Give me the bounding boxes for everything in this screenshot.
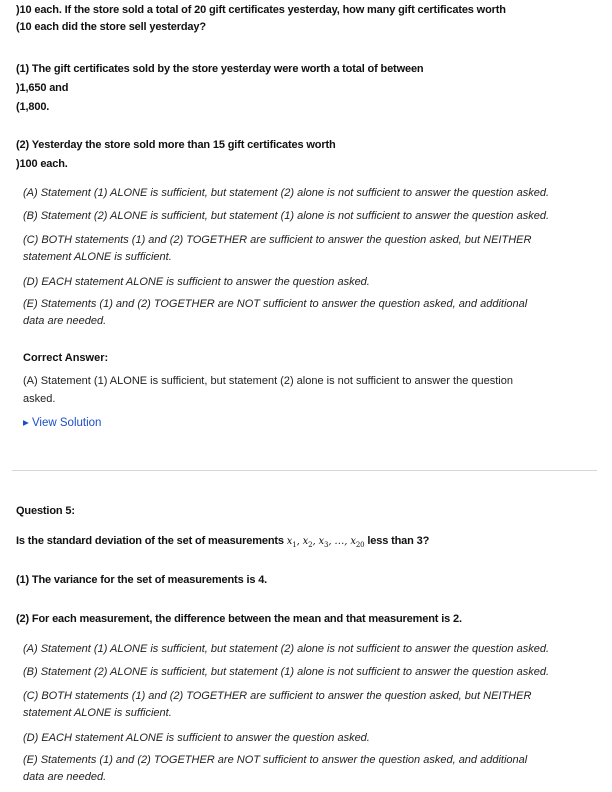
q4-option-d[interactable]: (D) EACH statement ALONE is sufficient to answer the question asked. (23, 276, 370, 288)
q5-stem (0, 533, 576, 551)
math-sub: 2 (308, 541, 313, 549)
correct-answer-line: (A) Statement (1) ALONE is sufficient, but statement (2) alone is not sufficient to answer the question (23, 375, 513, 387)
q4-option-e-line: data are needed. (23, 315, 107, 328)
q5-option-b[interactable]: (B) Statement (2) ALONE is sufficient, but statement (1) alone is not sufficient to answer the question asked. (23, 666, 550, 678)
q5-statement-1-text: (1) The variance for the set of measurements is 4. (16, 574, 268, 586)
q4-stem (0, 2, 576, 35)
q4-option-c-line: statement ALONE is sufficient. (23, 251, 172, 264)
q5-stem-suffix: less than 3? (364, 535, 430, 547)
math-var: x (318, 536, 325, 547)
math-comma: , (328, 536, 335, 547)
q4-stem-line: )10 each. If the store sold a total of 20 gift certificates yesterday, how many gift certificates worth (16, 4, 506, 16)
math-var: x (302, 536, 309, 547)
q4-option-e[interactable] (23, 296, 603, 330)
q5-heading (0, 503, 576, 520)
q5-statement-2 (0, 611, 576, 628)
q5-statement-1 (0, 572, 576, 589)
q4-statement-2-line: (2) Yesterday the store sold more than 15 gift certificates worth (16, 139, 336, 151)
section-divider (12, 470, 597, 471)
view-solution-link[interactable]: ▸ View Solution (23, 417, 102, 429)
q5-option-c-line: (C) BOTH statements (1) and (2) TOGETHER are sufficient to answer the question asked, but NEITHER (23, 690, 532, 702)
q4-stem-line: (10 each did the store sell yesterday? (16, 20, 206, 33)
math-comma: , (312, 536, 319, 547)
q5-statement-2-text: (2) For each measurement, the difference between the mean and that measurement is 2. (16, 613, 462, 625)
q4-statement-2 (0, 136, 576, 174)
q4-statement-1 (0, 60, 576, 117)
math-sub: 20 (355, 541, 365, 549)
q5-option-d[interactable]: (D) EACH statement ALONE is sufficient to answer the question asked. (23, 732, 370, 744)
q4-statement-2-line: )100 each. (16, 157, 68, 170)
math-ellipsis: … (334, 536, 345, 547)
q4-option-b[interactable]: (B) Statement (2) ALONE is sufficient, but statement (1) alone is not sufficient to answer the question asked. (23, 210, 550, 222)
q5-option-c-line: statement ALONE is sufficient. (23, 707, 172, 720)
q5-option-a[interactable]: (A) Statement (1) ALONE is sufficient, but statement (2) alone is not sufficient to answer the question asked. (23, 643, 550, 655)
q5-option-c[interactable] (23, 688, 603, 722)
math-var: x (286, 536, 293, 547)
q4-option-a[interactable]: (A) Statement (1) ALONE is sufficient, but statement (2) alone is not sufficient to answer the question asked. (23, 187, 550, 199)
math-sub: 1 (292, 541, 297, 549)
math-comma: , (296, 536, 303, 547)
q4-statement-1-line: (1,800. (16, 100, 50, 113)
math-sub: 3 (324, 541, 329, 549)
q4-option-e-line: (E) Statements (1) and (2) TOGETHER are NOT sufficient to answer the question asked, and additional (23, 298, 528, 310)
q5-option-e-line: (E) Statements (1) and (2) TOGETHER are NOT sufficient to answer the question asked, and additional (23, 754, 528, 766)
correct-answer-label: Correct Answer: (23, 352, 109, 364)
q4-option-c[interactable] (23, 232, 603, 266)
q5-option-e-line: data are needed. (23, 771, 107, 784)
math-comma: , (344, 536, 351, 547)
q4-statement-1-line: (1) The gift certificates sold by the store yesterday were worth a total of between (16, 63, 424, 75)
measurement-set-math (287, 536, 365, 547)
q5-stem-prefix: Is the standard deviation of the set of measurements (16, 535, 287, 547)
correct-answer-text (23, 373, 578, 408)
q4-statement-1-line: )1,650 and (16, 81, 69, 94)
math-var: x (350, 536, 356, 547)
question-heading: Question 5: (16, 505, 75, 517)
correct-answer-line: asked. (23, 392, 56, 405)
q5-option-e[interactable] (23, 752, 603, 786)
q4-option-c-line: (C) BOTH statements (1) and (2) TOGETHER are sufficient to answer the question asked, but NEITHER (23, 234, 532, 246)
